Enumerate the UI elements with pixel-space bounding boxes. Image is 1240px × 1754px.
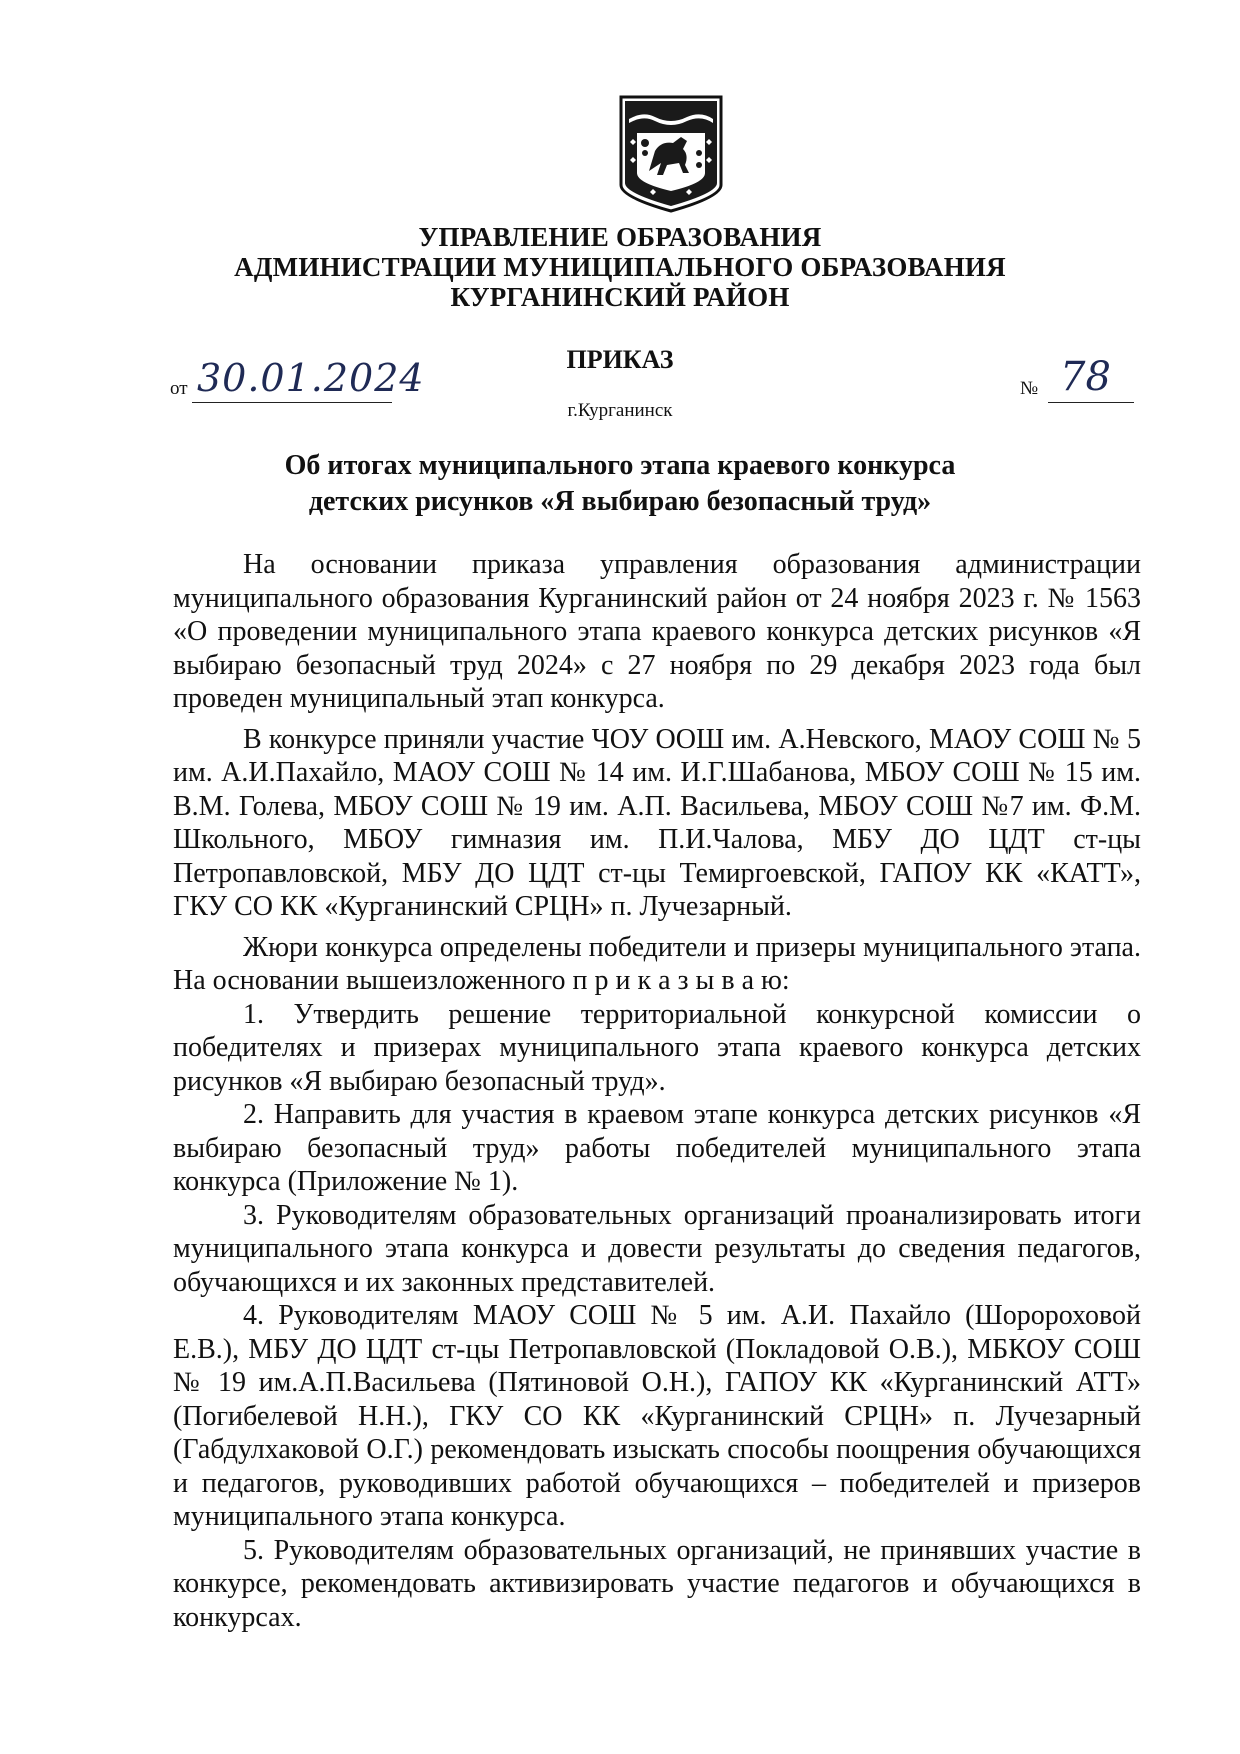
handwritten-date: 30.01.2024: [197, 356, 425, 400]
order-title-line-1: Об итогах муниципального этапа краевого конкурса: [284, 450, 956, 481]
order-date: [170, 356, 425, 402]
order-number: [1020, 354, 1140, 402]
paragraph-item-2: 2. Направить для участия в краевом этапе конкурса детских рисунков «Я выбираю безопасный труд» работы победителей муниципального этапа конкурса (Приложение № 1).: [173, 1099, 1141, 1197]
paragraph-jury: Жюри конкурса определены победители и призеры муниципального этапа. На основании вышеизложенного п р и к а з ы в а ю:: [173, 931, 1141, 996]
header-line-1: УПРАВЛЕНИЕ ОБРАЗОВАНИЯ: [418, 222, 822, 252]
order-title-line-2: детских рисунков «Я выбираю безопасный труд»: [308, 486, 932, 517]
date-prefix: от: [170, 378, 188, 399]
paragraph-item-1: 1. Утвердить решение территориальной конкурсной комиссии о победителях и призерах муниципального этапа краевого конкурса детских рисунков «Я выбираю безопасный труд».: [173, 998, 1141, 1097]
handwritten-number: 78: [1060, 354, 1111, 400]
paragraph-item-5: 5. Руководителям образовательных организаций, не принявших участие в конкурсе, рекомендовать активизировать участие педагогов и обучающихся в конкурсах.: [173, 1534, 1141, 1633]
header-line-3: КУРГАНИНСКИЙ РАЙОН: [450, 282, 790, 312]
header-line-2: АДМИНИСТРАЦИИ МУНИЦИПАЛЬНОГО ОБРАЗОВАНИЯ: [234, 252, 1006, 282]
document-type: ПРИКАЗ: [566, 345, 674, 374]
coat-of-arms-icon: [615, 93, 727, 213]
city: г.Курганинск: [567, 400, 673, 421]
paragraph-item-4: 4. Руководителям МАОУ СОШ № 5 им. А.И. Пахайло (Шоророховой Е.В.), МБУ ДО ЦДТ ст-цы Петропавловской (Покладовой О.В.), МБКОУ СОШ № 19 им.А.П.Васильева (Пятиновой О.Н.), ГАПОУ КК «Курганинский АТТ» (Погибелевой Н.Н.), ГКУ СО КК «Курганинский СРЦН» п. Лучезарный (Габдулхаковой О.Г.) рекомендовать изыскать способы поощрения обучающихся и педагогов, руководивших работой обучающихся – победителей и призеров муниципального этапа конкурса.: [173, 1300, 1141, 1532]
order-body: [173, 548, 1141, 1634]
number-prefix: №: [1020, 378, 1039, 399]
paragraph-item-3: 3. Руководителям образовательных организаций проанализировать итоги муниципального этапа конкурса и довести результаты до сведения педагогов, обучающихся и их законных представителей.: [173, 1199, 1141, 1298]
paragraph-basis: На основании приказа управления образования администрации муниципального образования Курганинский район от 24 ноября 2023 г. № 1563 «О проведении муниципального этапа краевого конкурса детских рисунков «Я выбираю безопасный труд 2024» с 27 ноября по 29 декабря 2023 года был проведен муниципальный этап конкурса.: [173, 549, 1141, 714]
paragraph-participants: В конкурсе приняли участие ЧОУ ООШ им. А.Невского, МАОУ СОШ № 5 им. А.И.Пахайло, МАОУ СОШ № 14 им. И.Г.Шабанова, МБОУ СОШ № 15 им. В.М. Голева, МБОУ СОШ № 19 им. А.П. Васильева, МБОУ СОШ №7 им. Ф.М. Школьного, МБОУ гимназия им. П.И.Чалова, МБУ ДО ЦДТ ст-цы Петропавловской, МБУ ДО ЦДТ ст-цы Темиргоевской, ГАПОУ КК «КАТТ», ГКУ СО КК «Курганинский СРЦН» п. Лучезарный.: [173, 723, 1141, 922]
